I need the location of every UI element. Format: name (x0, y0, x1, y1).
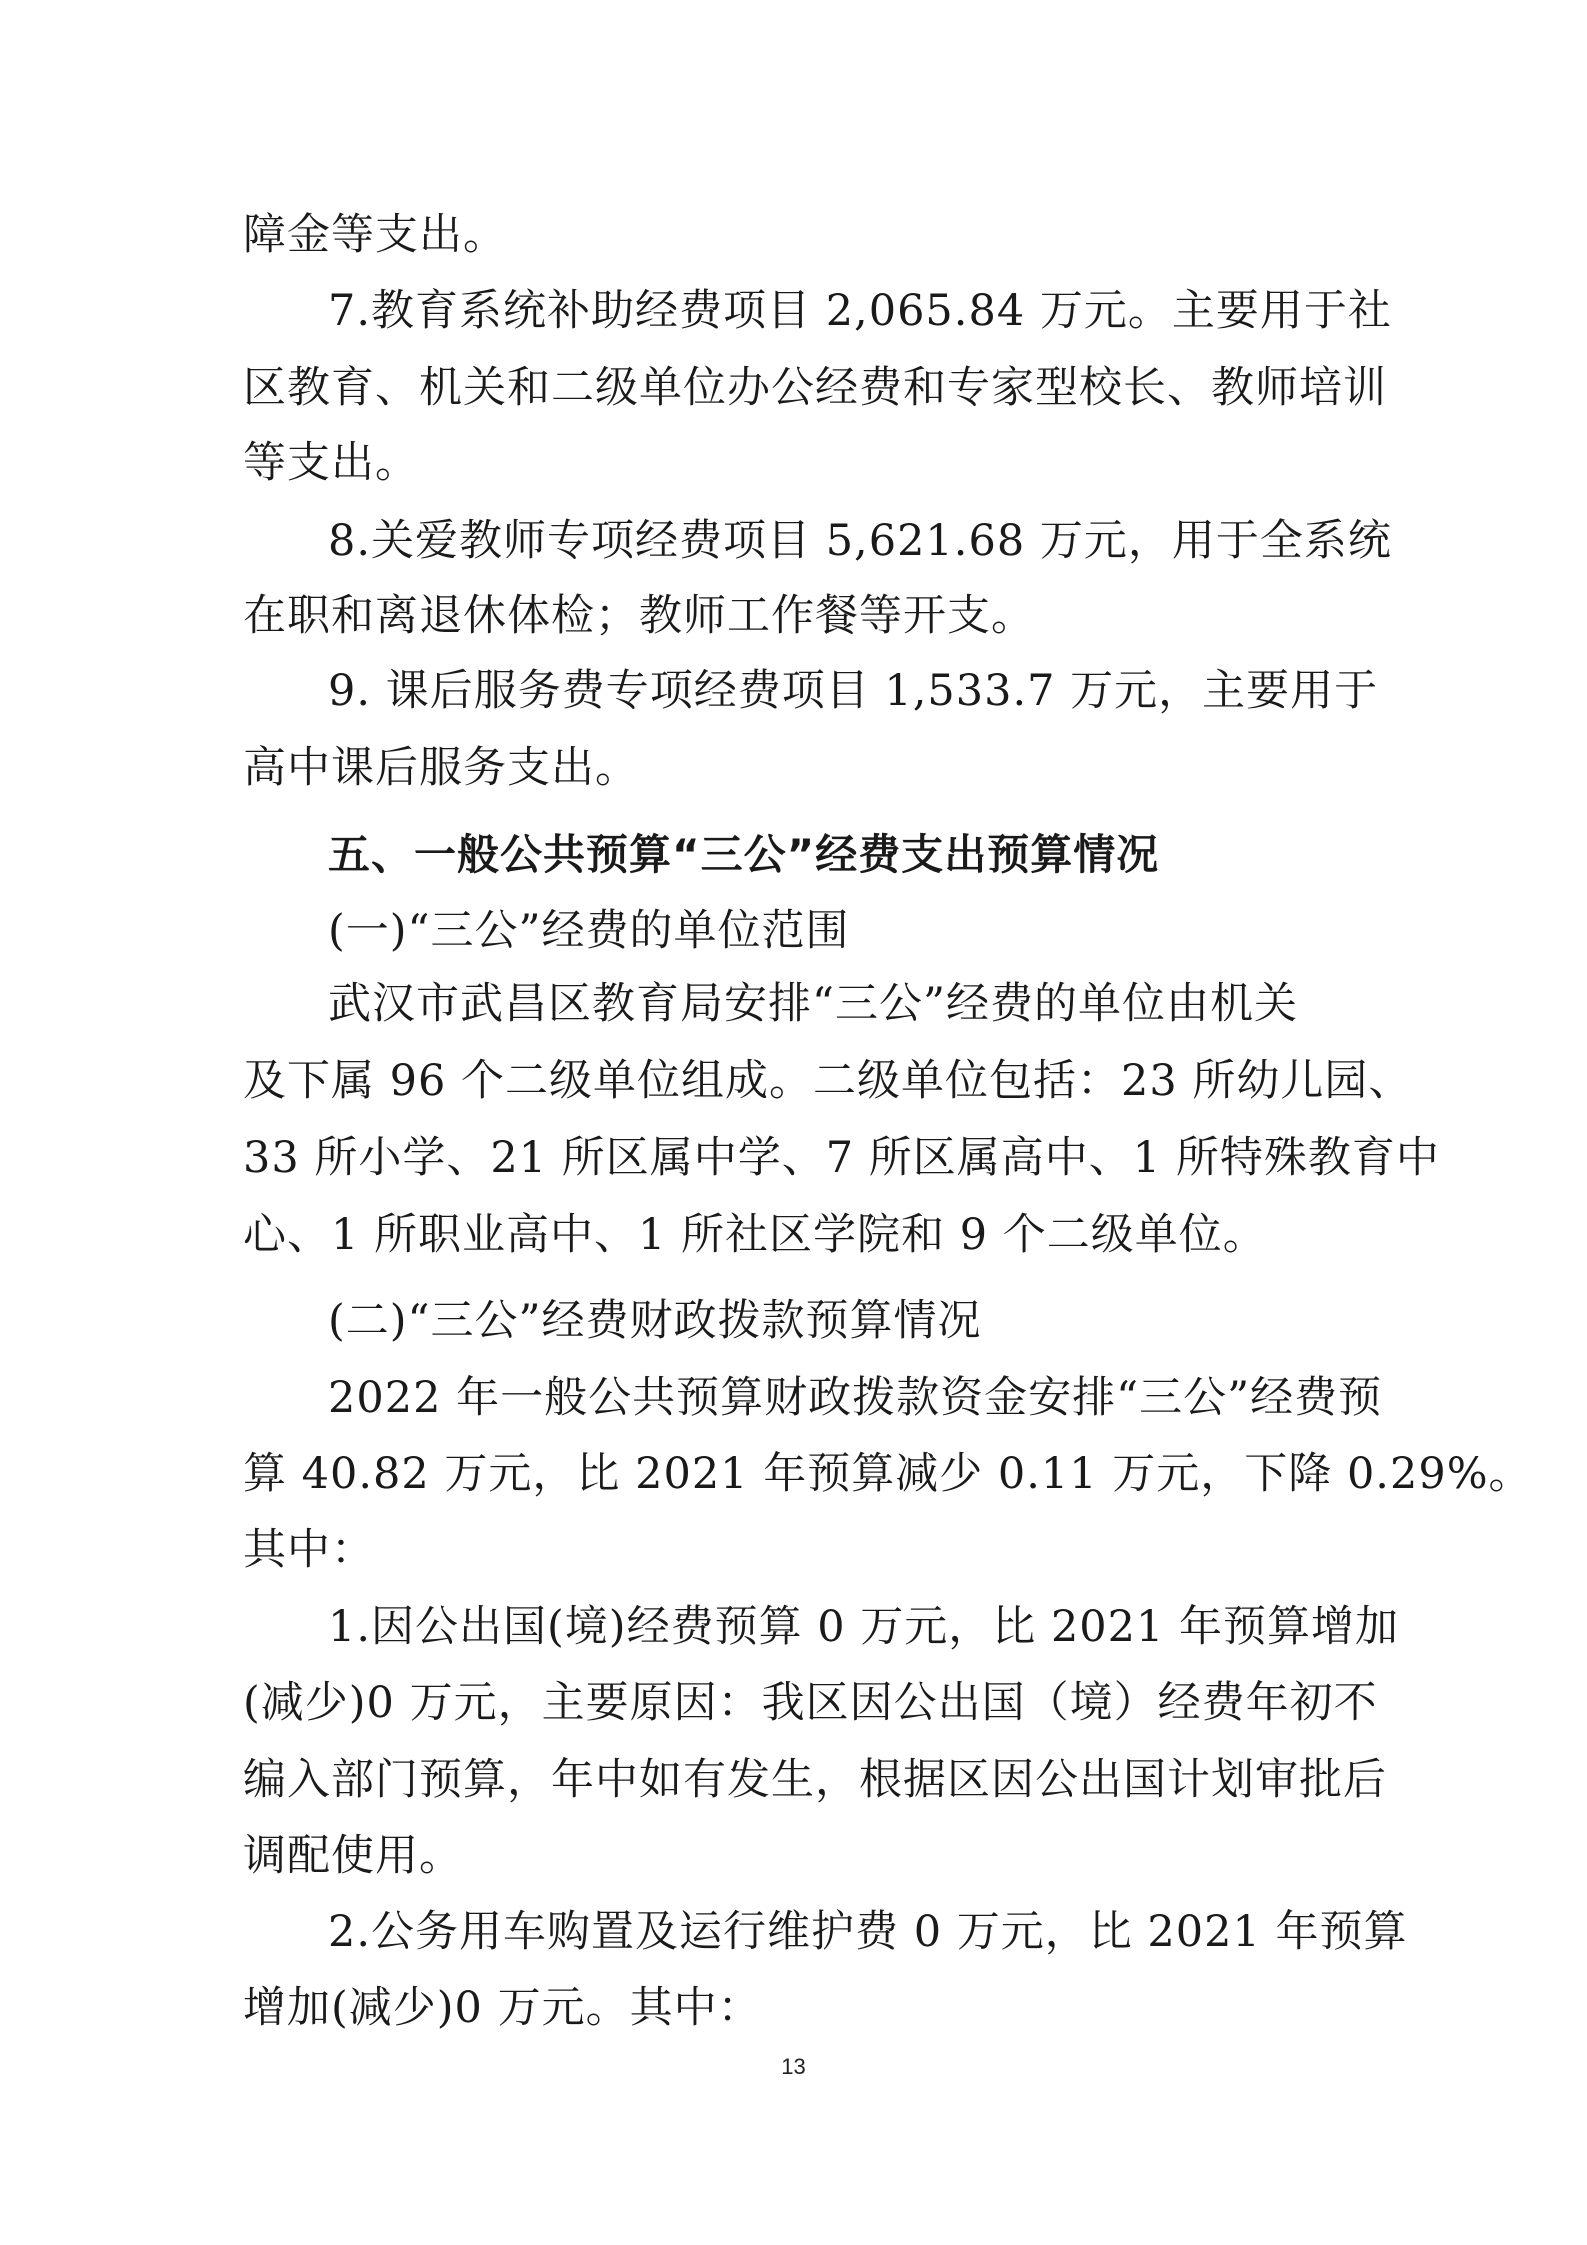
text-line: 区教育、机关和二级单位办公经费和专家型校长、教师培训 (243, 363, 1387, 413)
text-line: 8.关爱教师专项经费项目 5,621.68 万元，用于全系统 (328, 516, 1392, 566)
text-line: 算 40.82 万元，比 2021 年预算减少 0.11 万元，下降 0.29%。 (243, 1449, 1533, 1499)
text-line: 7.教育系统补助经费项目 2,065.84 万元。主要用于社 (328, 286, 1392, 336)
section-heading: 五、一般公共预算“三公”经费支出预算情况 (328, 830, 1160, 879)
text-line: 1.因公出国(境)经费预算 0 万元，比 2021 年预算增加 (328, 1602, 1400, 1652)
text-line: 在职和离退休体检；教师工作餐等开支。 (243, 591, 1035, 641)
subsection-heading: (二)“三公”经费财政拨款预算情况 (328, 1296, 982, 1346)
text-line: 等支出。 (243, 438, 419, 488)
text-line: 武汉市武昌区教育局安排“三公”经费的单位由机关 (328, 979, 1298, 1029)
text-line: 调配使用。 (243, 1831, 463, 1881)
text-line: (减少)0 万元，主要原因：我区因公出国（境）经费年初不 (243, 1678, 1378, 1728)
text-line: 增加(减少)0 万元。其中： (243, 1983, 762, 2033)
text-line: 2.公务用车购置及运行维护费 0 万元，比 2021 年预算 (328, 1907, 1408, 1957)
subsection-heading: (一)“三公”经费的单位范围 (328, 906, 850, 956)
text-line: 高中课后服务支出。 (243, 743, 639, 793)
text-line: 障金等支出。 (243, 210, 507, 260)
text-line: 编入部门预算，年中如有发生，根据区因公出国计划审批后 (243, 1755, 1387, 1805)
text-line: 9. 课后服务费专项经费项目 1,533.7 万元，主要用于 (328, 666, 1379, 716)
text-line: 其中： (243, 1525, 375, 1575)
text-line: 2022 年一般公共预算财政拨款资金安排“三公”经费预 (328, 1373, 1383, 1423)
text-line: 及下属 96 个二级单位组成。二级单位包括：23 所幼儿园、 (243, 1056, 1413, 1106)
text-line: 33 所小学、21 所区属中学、7 所区属高中、1 所特殊教育中 (243, 1133, 1440, 1183)
page-number: 13 (781, 2054, 806, 2079)
text-line: 心、1 所职业高中、1 所社区学院和 9 个二级单位。 (243, 1210, 1267, 1260)
